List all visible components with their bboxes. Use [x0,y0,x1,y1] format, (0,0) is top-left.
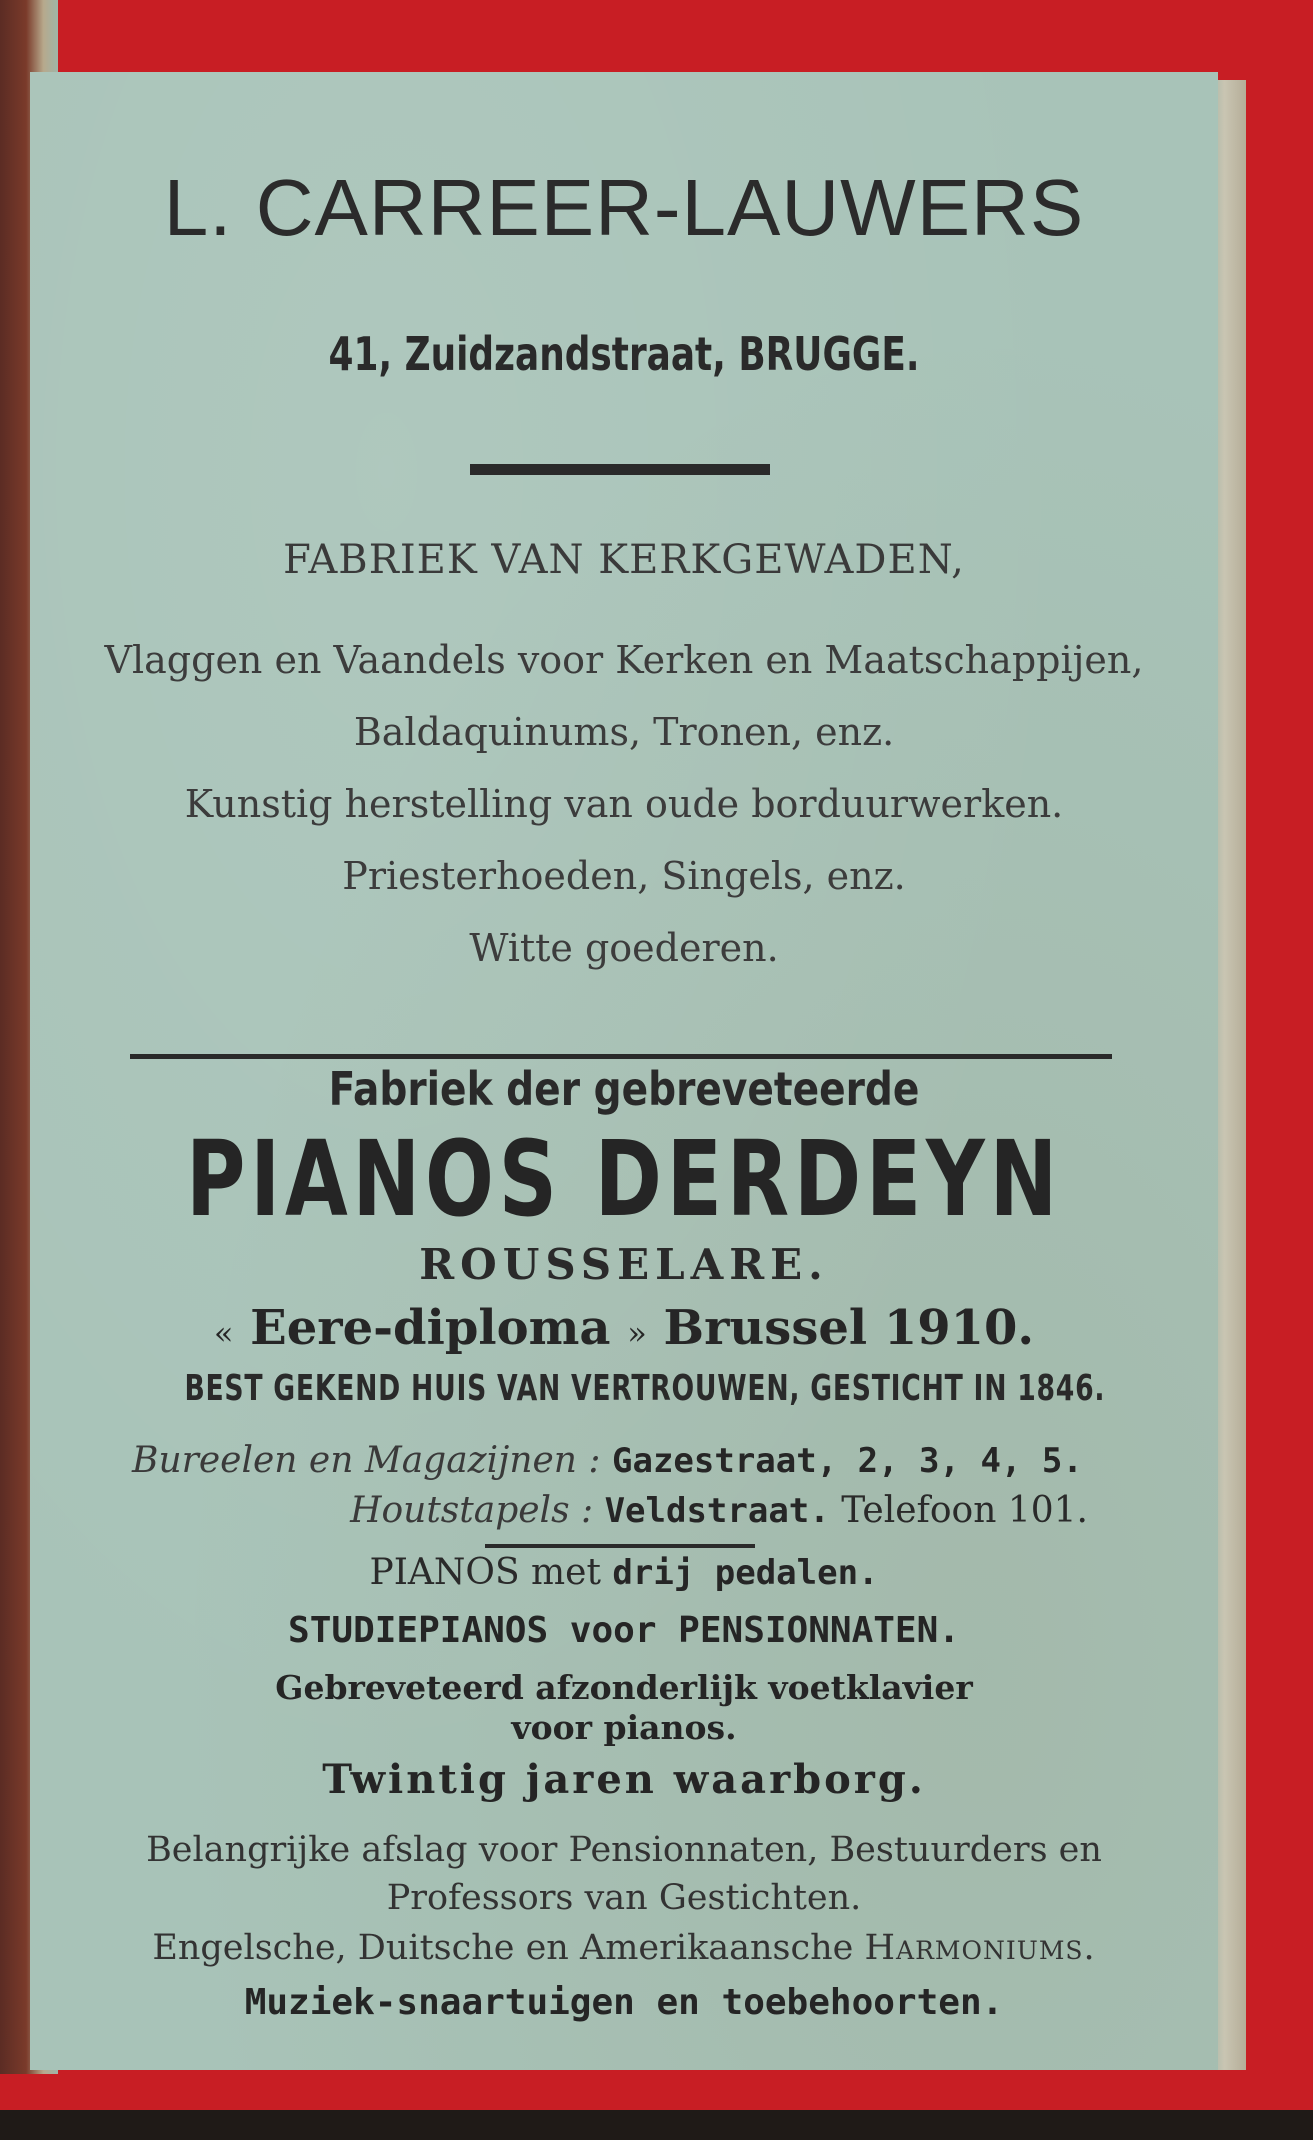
engel-a: Engelsche, Duitsche en Amerikaansche [152,1928,854,1968]
ad1-line: Kunstig herstelling van oude borduurwerken. [184,782,1064,826]
ad2-bureelen [132,1440,1083,1481]
background-bottom [0,2110,1313,2140]
quote-open: « [213,1314,234,1352]
diploma-place: Brussel 1910. [663,1300,1035,1356]
ad1-line: Baldaquinums, Tronen, enz. [353,710,895,754]
ad2-brand: PIANOS DERDEYN [185,1118,1063,1240]
hout-value: Veldstraat. [604,1491,830,1531]
ad2-belangrijke: Belangrijke afslag voor Pensionnaten, Bestuurders en [146,1830,1102,1870]
ad2-houtstapels [350,1490,1088,1531]
pedalen-b: drij pedalen. [612,1553,879,1593]
ad2-diploma [30,1300,1218,1356]
ad2-best: BEST GEKEND HUIS VAN VERTROUWEN, GESTICHT IN 1846. [184,1368,1106,1409]
pedalen-a: PIANOS met [369,1552,601,1593]
hout-label: Houtstapels : [350,1490,594,1531]
ad1-address: 41, Zuidzandstraat, BRUGGE. [328,327,920,381]
ad2-studie: STUDIEPIANOS voor PENSIONNATEN. [288,1610,960,1651]
diploma-text: Eere-diploma [250,1300,611,1356]
quote-close: » [627,1314,647,1352]
ad1-line: Vlaggen en Vaandels voor Kerken en Maatschappijen, [104,638,1144,682]
ad1-heading: FABRIEK VAN KERKGEWADEN, [283,537,965,583]
telefoon: Telefoon 101. [841,1490,1088,1531]
ad2-muziek: Muziek-snaartuigen en toebehoorten. [244,1982,1004,2023]
ad1-line: Priesterhoeden, Singels, enz. [342,854,906,898]
ad2-gebreveteerd-2: voor pianos. [511,1708,737,1747]
bureelen-value: Gazestraat, 2, 3, 4, 5. [612,1441,1083,1481]
advertisement-page [30,72,1218,2070]
ad2-city: ROUSSELARE. [419,1240,829,1289]
ad1-title: L. CARREER-LAUWERS [163,163,1085,252]
divider-mid [485,1544,755,1548]
ad2-gebreveteerd: Gebreveteerd afzonderlijk voetklavier [275,1668,973,1707]
ad2-engelsche [30,1928,1218,1968]
bureelen-label: Bureelen en Magazijnen : [132,1440,601,1481]
ad2-twintig: Twintig jaren waarborg. [322,1756,926,1803]
engel-b: Harmoniums. [864,1928,1096,1968]
ad2-heading: Fabriek der gebreveteerde [328,1062,920,1116]
ad1-line: Witte goederen. [469,926,779,970]
divider-short [470,464,770,475]
ad2-pedalen [30,1552,1218,1593]
divider-long [130,1054,1112,1059]
ad2-professors: Professors van Gestichten. [386,1878,862,1918]
